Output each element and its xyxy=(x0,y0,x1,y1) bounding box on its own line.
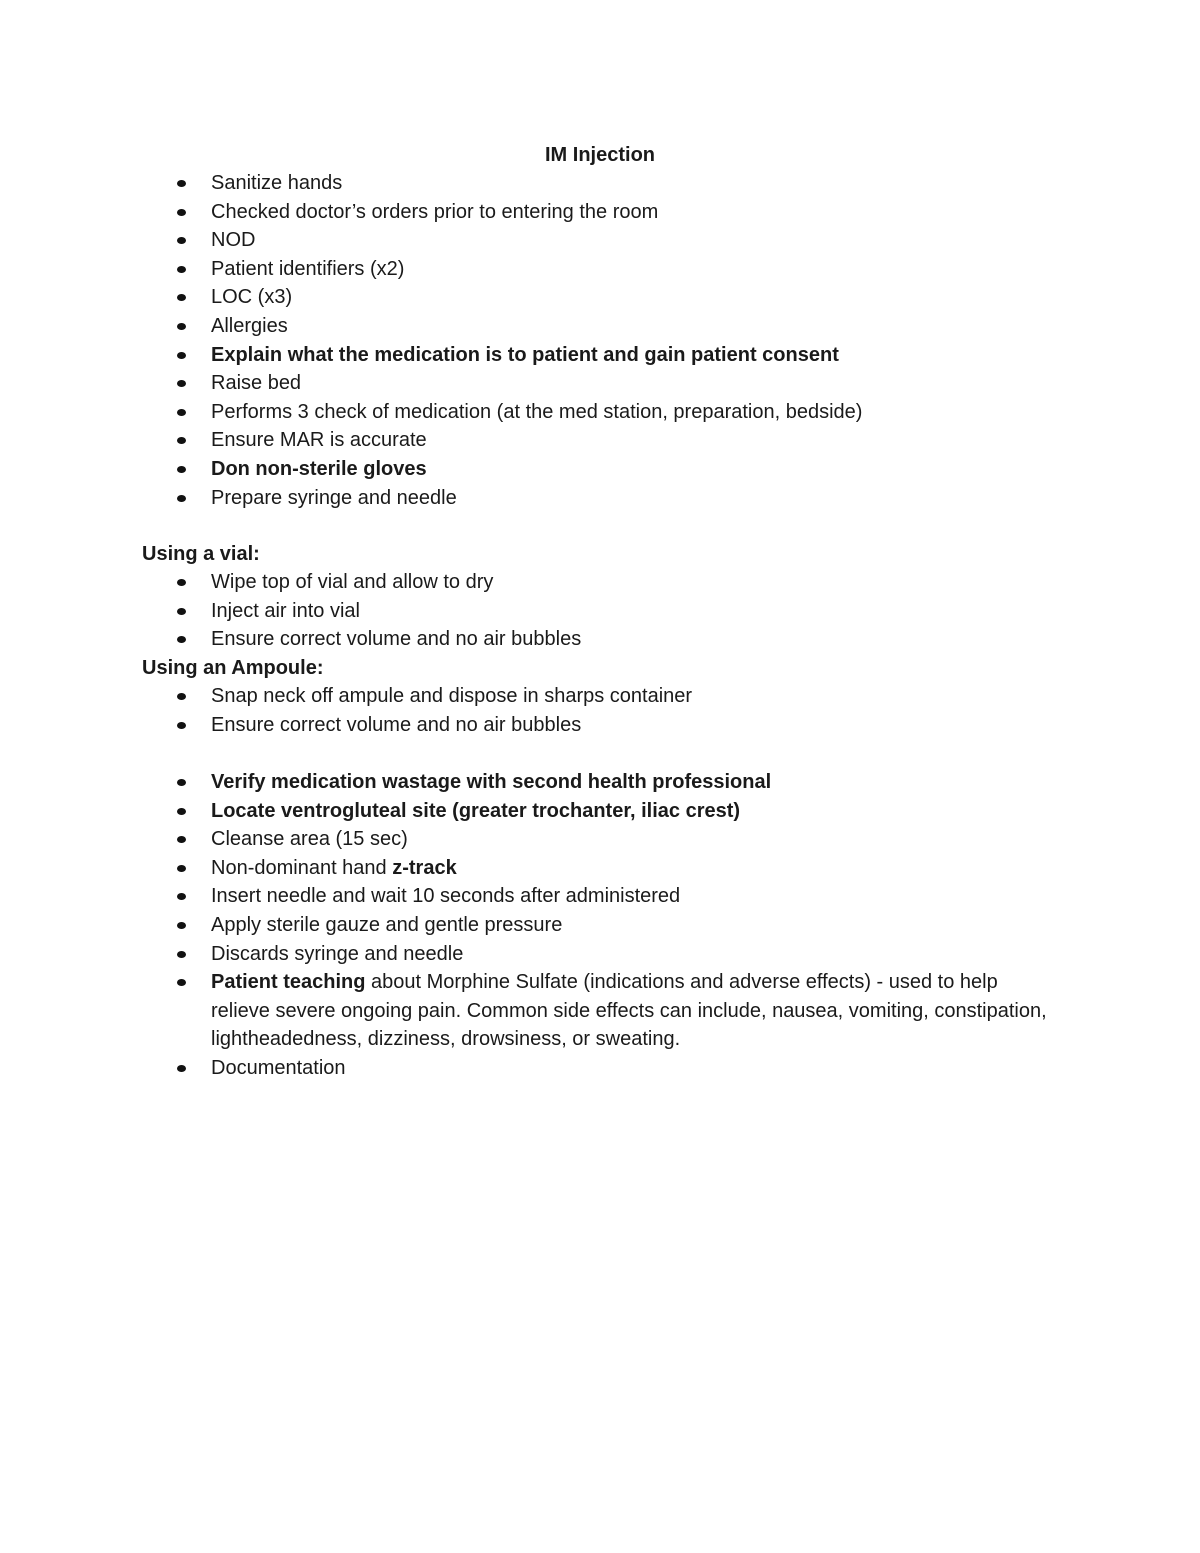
list-item: Raise bed xyxy=(0,369,1051,398)
bullet-icon xyxy=(177,979,186,986)
list-item: Prepare syringe and needle xyxy=(0,484,1051,513)
bullet-icon xyxy=(177,693,186,700)
vial-heading: Using a vial: xyxy=(142,543,260,565)
bullet-icon xyxy=(177,951,186,958)
bullet-icon xyxy=(177,722,186,729)
list-item: Insert needle and wait 10 seconds after administered xyxy=(0,882,1051,911)
list-item: Checked doctor’s orders prior to entering the room xyxy=(0,198,1051,227)
vial-steps-list xyxy=(0,568,1051,654)
bullet-icon xyxy=(177,237,186,244)
bullet-icon xyxy=(177,495,186,502)
list-item: Sanitize hands xyxy=(0,169,1051,198)
list-item: Inject air into vial xyxy=(0,597,1051,626)
list-item: Documentation xyxy=(0,1054,1051,1083)
list-item: Ensure correct volume and no air bubbles xyxy=(0,625,1051,654)
bullet-icon xyxy=(177,209,186,216)
bullet-icon xyxy=(177,779,186,786)
bullet-icon xyxy=(177,323,186,330)
list-item: Verify medication wastage with second health professional xyxy=(0,768,1051,797)
list-item: Patient teaching about Morphine Sulfate (indications and adverse effects) - used to help relieve severe ongoing pain. Common side effects can include, nausea, vomiting, constipation, lightheadedness, dizziness, drowsiness, or sweating. xyxy=(0,968,1051,1054)
bullet-icon xyxy=(177,437,186,444)
bullet-icon xyxy=(177,409,186,416)
bullet-icon xyxy=(177,608,186,615)
administration-steps-list xyxy=(0,768,1051,1083)
initial-steps-list xyxy=(0,169,1051,512)
list-item: Ensure correct volume and no air bubbles xyxy=(0,711,1051,740)
list-item: LOC (x3) xyxy=(0,283,1051,312)
bullet-icon xyxy=(177,266,186,273)
bullet-icon xyxy=(177,865,186,872)
bullet-icon xyxy=(177,180,186,187)
list-item: Performs 3 check of medication (at the med station, preparation, bedside) xyxy=(0,398,1051,427)
list-item: Allergies xyxy=(0,312,1051,341)
ampoule-steps-list xyxy=(0,682,1051,739)
ampoule-heading: Using an Ampoule: xyxy=(142,657,324,679)
list-item: Explain what the medication is to patient and gain patient consent xyxy=(0,341,1051,370)
list-item: Don non-sterile gloves xyxy=(0,455,1051,484)
list-item: Locate ventrogluteal site (greater trochanter, iliac crest) xyxy=(0,797,1051,826)
bullet-icon xyxy=(177,893,186,900)
list-item: NOD xyxy=(0,226,1051,255)
bullet-icon xyxy=(177,579,186,586)
list-item: Non-dominant hand z-track xyxy=(0,854,1051,883)
bullet-icon xyxy=(177,352,186,359)
list-item: Wipe top of vial and allow to dry xyxy=(0,568,1051,597)
bullet-icon xyxy=(177,1065,186,1072)
list-item: Cleanse area (15 sec) xyxy=(0,825,1051,854)
document-title: IM Injection xyxy=(545,144,655,166)
list-item: Ensure MAR is accurate xyxy=(0,426,1051,455)
bullet-icon xyxy=(177,922,186,929)
bullet-icon xyxy=(177,466,186,473)
list-item: Apply sterile gauze and gentle pressure xyxy=(0,911,1051,940)
bullet-icon xyxy=(177,380,186,387)
bullet-icon xyxy=(177,636,186,643)
list-item: Snap neck off ampule and dispose in sharps container xyxy=(0,682,1051,711)
list-item: Patient identifiers (x2) xyxy=(0,255,1051,284)
list-item: Discards syringe and needle xyxy=(0,940,1051,969)
bullet-icon xyxy=(177,836,186,843)
bullet-icon xyxy=(177,808,186,815)
bullet-icon xyxy=(177,294,186,301)
